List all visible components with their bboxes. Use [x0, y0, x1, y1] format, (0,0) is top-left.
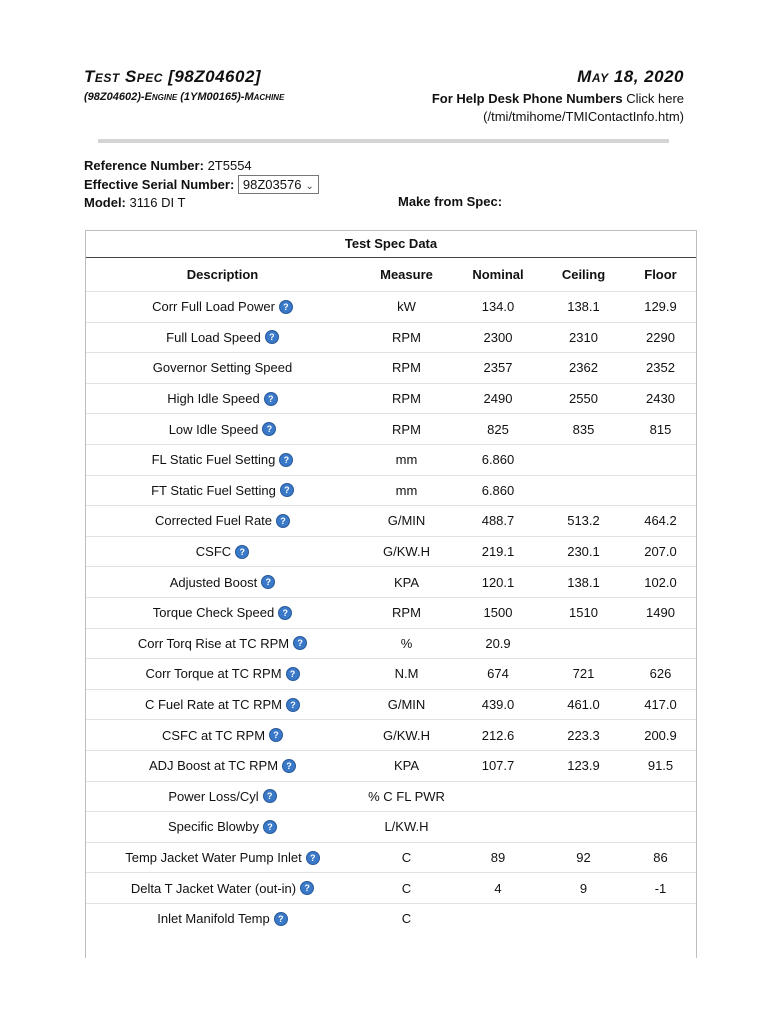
cell-description [86, 506, 359, 537]
table-row [86, 444, 696, 475]
cell-floor: 626 [625, 659, 696, 690]
cell-measure: KPA [359, 750, 454, 781]
cell-floor: 102.0 [625, 567, 696, 598]
page-title: Test Spec [98Z04602] [84, 67, 262, 86]
cell-ceiling: 138.1 [542, 292, 625, 323]
cell-ceiling: 92 [542, 842, 625, 873]
cell-nominal [454, 812, 542, 843]
description-text: Corrected Fuel Rate [154, 513, 273, 529]
cell-description [86, 720, 359, 751]
cell-floor: 2290 [625, 322, 696, 353]
cell-ceiling: 2550 [542, 383, 625, 414]
model-value: 3116 DI T [129, 195, 186, 210]
cell-ceiling: 9 [542, 873, 625, 904]
page-header-left [84, 67, 284, 103]
description-text: Corr Full Load Power [152, 299, 275, 315]
table-row [86, 506, 696, 537]
cell-ceiling: 835 [542, 414, 625, 445]
cell-nominal: 488.7 [454, 506, 542, 537]
help-icon[interactable]: ? [282, 759, 296, 773]
page-date: May 18, 2020 [577, 67, 684, 86]
cell-measure: C [359, 842, 454, 873]
cell-nominal: 2300 [454, 322, 542, 353]
model-row [84, 194, 185, 212]
cell-nominal: 212.6 [454, 720, 542, 751]
cell-measure: G/MIN [359, 506, 454, 537]
cell-ceiling: 1510 [542, 597, 625, 628]
cell-nominal [454, 781, 542, 812]
help-icon[interactable]: ? [269, 728, 283, 742]
help-desk-line [432, 90, 684, 108]
table-row [86, 353, 696, 384]
cell-description [86, 597, 359, 628]
help-icon[interactable]: ? [262, 422, 276, 436]
cell-nominal: 4 [454, 873, 542, 904]
description-text: Corr Torq Rise at TC RPM [137, 635, 290, 651]
description-text: Specific Blowby [167, 819, 260, 835]
help-icon[interactable]: ? [278, 606, 292, 620]
cell-floor: 129.9 [625, 292, 696, 323]
header-divider [98, 139, 669, 143]
table-row [86, 659, 696, 690]
cell-floor: 207.0 [625, 536, 696, 567]
make-from-spec-label: Make from Spec: [398, 194, 503, 209]
cell-floor [625, 628, 696, 659]
table-row [86, 842, 696, 873]
cell-floor [625, 475, 696, 506]
cell-floor: 464.2 [625, 506, 696, 537]
description-text: Adjusted Boost [169, 574, 258, 590]
page-subtitle: (98Z04602)-Engine (1YM00165)-Machine [84, 91, 285, 103]
cell-nominal: 2357 [454, 353, 542, 384]
cell-measure: RPM [359, 353, 454, 384]
help-icon[interactable]: ? [286, 667, 300, 681]
table-row [86, 567, 696, 598]
description-text: FT Static Fuel Setting [151, 482, 276, 498]
cell-description [86, 383, 359, 414]
cell-floor: 815 [625, 414, 696, 445]
cell-ceiling: 123.9 [542, 750, 625, 781]
description-text: Corr Torque at TC RPM [145, 666, 282, 682]
cell-description [86, 292, 359, 323]
table-row [86, 750, 696, 781]
cell-nominal: 1500 [454, 597, 542, 628]
cell-nominal: 825 [454, 414, 542, 445]
description-text: CSFC [195, 544, 232, 560]
cell-description [86, 750, 359, 781]
column-header-ceiling: Ceiling [561, 267, 606, 282]
table-row [86, 475, 696, 506]
chevron-down-icon: ⌄ [305, 181, 314, 193]
cell-description [86, 414, 359, 445]
cell-floor [625, 903, 696, 933]
cell-nominal: 219.1 [454, 536, 542, 567]
cell-ceiling: 138.1 [542, 567, 625, 598]
cell-description [86, 567, 359, 598]
table-row [86, 414, 696, 445]
cell-description [86, 842, 359, 873]
cell-measure: % [359, 628, 454, 659]
model-label: Model: [84, 195, 126, 210]
page-header-right [432, 67, 684, 126]
help-icon[interactable]: ? [286, 698, 300, 712]
cell-measure: kW [359, 292, 454, 323]
help-icon[interactable]: ? [274, 912, 288, 926]
serial-number-value: 98Z03576 [242, 177, 302, 193]
cell-nominal: 89 [454, 842, 542, 873]
description-text: Inlet Manifold Temp [157, 911, 270, 927]
description-text: CSFC at TC RPM [161, 727, 266, 743]
description-text: Power Loss/Cyl [168, 788, 259, 804]
cell-measure: L/KW.H [359, 812, 454, 843]
help-icon[interactable]: ? [235, 545, 249, 559]
table-row [86, 383, 696, 414]
description-text: Full Load Speed [166, 329, 261, 345]
help-icon[interactable]: ? [263, 820, 277, 834]
table-title: Test Spec Data [86, 231, 696, 258]
description-text: Delta T Jacket Water (out-in) [130, 880, 297, 896]
table-row [86, 873, 696, 904]
cell-measure: G/KW.H [359, 536, 454, 567]
serial-number-select[interactable] [238, 175, 319, 194]
cell-nominal: 439.0 [454, 689, 542, 720]
table-row [86, 628, 696, 659]
cell-description [86, 659, 359, 690]
cell-measure: RPM [359, 322, 454, 353]
reference-number-row [84, 157, 252, 175]
column-header-floor: Floor [644, 267, 677, 282]
test-spec-table [86, 258, 696, 933]
cell-measure: mm [359, 475, 454, 506]
cell-floor: 91.5 [625, 750, 696, 781]
column-header-measure: Measure [380, 267, 433, 282]
description-text: High Idle Speed [167, 391, 260, 407]
cell-description [86, 353, 359, 384]
cell-floor: 1490 [625, 597, 696, 628]
help-icon[interactable]: ? [279, 300, 293, 314]
cell-ceiling: 513.2 [542, 506, 625, 537]
cell-description [86, 689, 359, 720]
help-icon[interactable]: ? [300, 881, 314, 895]
cell-floor: 2430 [625, 383, 696, 414]
reference-number-value: 2T5554 [207, 158, 252, 173]
table-row [86, 322, 696, 353]
cell-floor [625, 781, 696, 812]
cell-nominal: 674 [454, 659, 542, 690]
table-row [86, 781, 696, 812]
cell-description [86, 873, 359, 904]
cell-floor: 200.9 [625, 720, 696, 751]
cell-description [86, 812, 359, 843]
table-header-row [86, 258, 696, 292]
cell-nominal [454, 903, 542, 933]
cell-nominal: 20.9 [454, 628, 542, 659]
cell-ceiling: 2310 [542, 322, 625, 353]
help-desk-label: For Help Desk Phone Numbers [431, 91, 623, 106]
table-row [86, 292, 696, 323]
cell-description [86, 444, 359, 475]
help-icon[interactable]: ? [261, 575, 275, 589]
cell-ceiling [542, 628, 625, 659]
description-text: Low Idle Speed [168, 421, 259, 437]
cell-nominal: 6.860 [454, 475, 542, 506]
cell-floor [625, 812, 696, 843]
cell-ceiling [542, 475, 625, 506]
cell-floor [625, 444, 696, 475]
cell-ceiling [542, 903, 625, 933]
table-row [86, 597, 696, 628]
cell-ceiling: 230.1 [542, 536, 625, 567]
cell-description [86, 536, 359, 567]
cell-floor: -1 [625, 873, 696, 904]
cell-ceiling: 2362 [542, 353, 625, 384]
table-row [86, 536, 696, 567]
help-desk-link[interactable]: Click here [626, 91, 684, 106]
cell-description [86, 628, 359, 659]
help-icon[interactable]: ? [279, 453, 293, 467]
help-icon[interactable]: ? [293, 636, 307, 650]
cell-description [86, 903, 359, 933]
serial-number-row [84, 176, 319, 194]
cell-measure: mm [359, 444, 454, 475]
column-header-description: Description [186, 267, 259, 282]
cell-ceiling: 223.3 [542, 720, 625, 751]
cell-description [86, 475, 359, 506]
table-row [86, 720, 696, 751]
cell-ceiling [542, 812, 625, 843]
cell-floor: 2352 [625, 353, 696, 384]
cell-description [86, 322, 359, 353]
cell-measure: KPA [359, 567, 454, 598]
cell-ceiling [542, 781, 625, 812]
description-text: C Fuel Rate at TC RPM [144, 697, 283, 713]
cell-measure: RPM [359, 597, 454, 628]
help-icon[interactable]: ? [276, 514, 290, 528]
cell-measure: C [359, 873, 454, 904]
cell-nominal: 120.1 [454, 567, 542, 598]
cell-description [86, 781, 359, 812]
cell-measure: N.M [359, 659, 454, 690]
table-row [86, 689, 696, 720]
cell-nominal: 107.7 [454, 750, 542, 781]
cell-ceiling: 721 [542, 659, 625, 690]
help-desk-path: (/tmi/tmihome/TMIContactInfo.htm) [483, 109, 684, 124]
cell-floor: 86 [625, 842, 696, 873]
cell-nominal: 2490 [454, 383, 542, 414]
cell-ceiling [542, 444, 625, 475]
serial-number-label: Effective Serial Number: [84, 177, 235, 192]
description-text: Governor Setting Speed [152, 360, 293, 376]
help-icon[interactable]: ? [264, 392, 278, 406]
column-header-nominal: Nominal [472, 267, 524, 282]
cell-measure: RPM [359, 383, 454, 414]
cell-measure: % C FL PWR [359, 781, 454, 812]
cell-nominal: 134.0 [454, 292, 542, 323]
cell-floor: 417.0 [625, 689, 696, 720]
cell-measure: C [359, 903, 454, 933]
cell-measure: G/KW.H [359, 720, 454, 751]
help-icon[interactable]: ? [306, 851, 320, 865]
cell-measure: RPM [359, 414, 454, 445]
description-text: Temp Jacket Water Pump Inlet [125, 849, 302, 865]
description-text: ADJ Boost at TC RPM [148, 758, 279, 774]
cell-measure: G/MIN [359, 689, 454, 720]
reference-number-label: Reference Number: [84, 158, 204, 173]
cell-ceiling: 461.0 [542, 689, 625, 720]
table-row [86, 903, 696, 933]
cell-nominal: 6.860 [454, 444, 542, 475]
description-text: FL Static Fuel Setting [151, 452, 276, 468]
description-text: Torque Check Speed [152, 605, 275, 621]
test-spec-table-panel [85, 230, 697, 958]
help-icon[interactable]: ? [265, 330, 279, 344]
help-icon[interactable]: ? [263, 789, 277, 803]
table-row [86, 812, 696, 843]
help-icon[interactable]: ? [280, 483, 294, 497]
